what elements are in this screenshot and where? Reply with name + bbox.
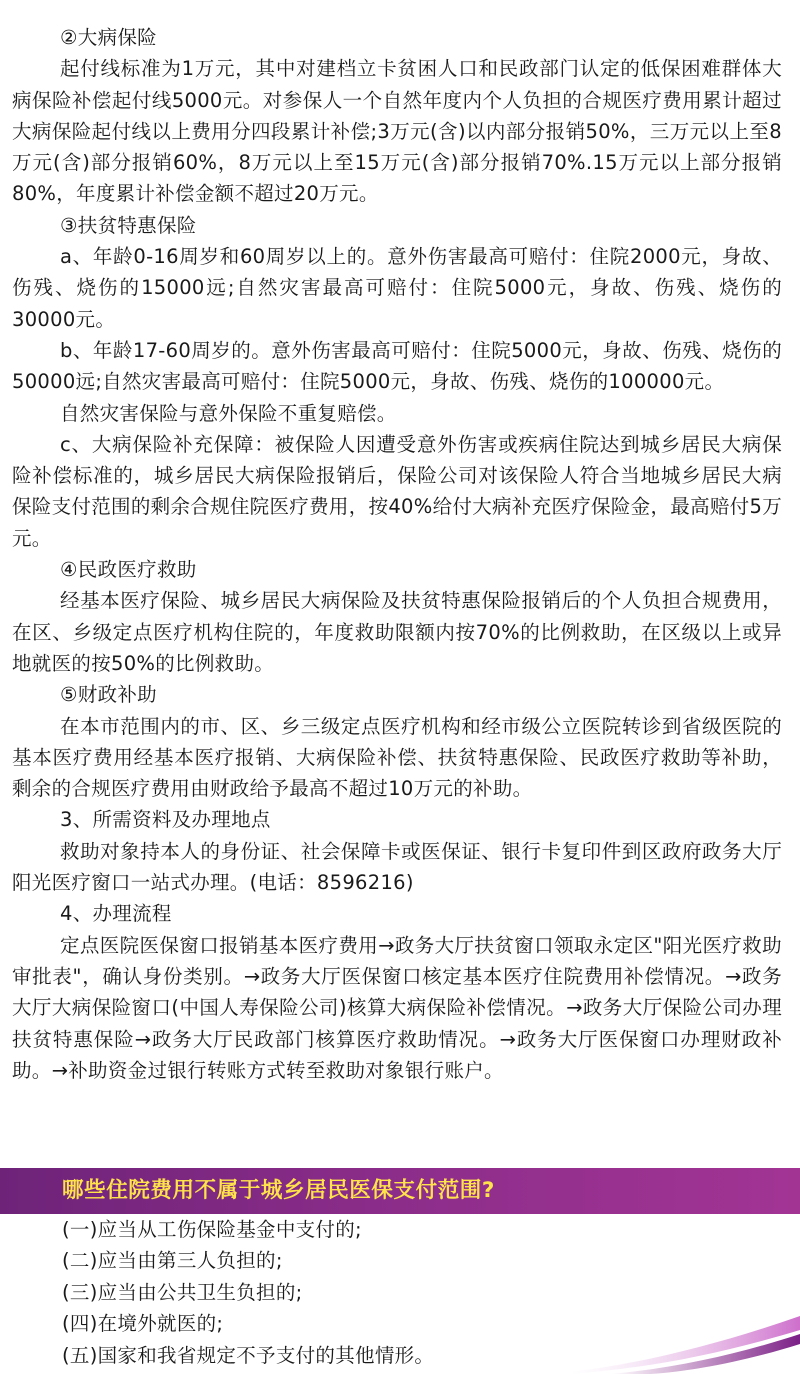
paragraph: 定点医院医保窗口报销基本医疗费用→政务大厅扶贫窗口领取永定区"阳光医疗救助审批表"，确认身份类别。→政务大厅医保窗口核定基本医疗住院费用补偿情况。→政务大厅大病保险窗口(中国人寿保险公司)核算大病保险补偿情况。→政务大厅保险公司办理扶贫特惠保险→政务大厅民政部门核算医疗救助情况。→政务大厅医保窗口办理财政补助。→补助资金过银行转账方式转至救助对象银行账户。: [12, 933, 782, 1082]
list-item: (一)应当从工伤保险基金中支付的;: [62, 1218, 362, 1241]
article-body: [12, 22, 782, 1086]
section-heading: ②大病保险: [60, 26, 157, 49]
paragraph: 自然灾害保险与意外保险不重复赔偿。: [60, 401, 397, 425]
paragraph: 经基本医疗保险、城乡居民大病保险及扶贫特惠保险报销后的个人负担合规费用，在区、乡级定点医疗机构住院的，年度救助限额内按70%的比例救助，在区级以上或异地就医的按50%的比例救助。: [12, 589, 782, 675]
paragraph: 在本市范围内的市、区、乡三级定点医疗机构和经市级公立医院转诊到省级医院的基本医疗费用经基本医疗报销、大病保险补偿、扶贫特惠保险、民政医疗救助等补助，剩余的合规医疗费用由财政给予最高不超过10万元的补助。: [12, 714, 782, 801]
section-heading: ④民政医疗救助: [60, 558, 197, 582]
decorative-swoosh: [570, 1304, 800, 1374]
section-heading: ③扶贫特惠保险: [60, 213, 197, 237]
paragraph: 救助对象持本人的身份证、社会保障卡或医保证、银行卡复印件到区政府政务大厅阳光医疗窗口一站式办理。(电话：8596216): [12, 839, 782, 895]
paragraph: a、年龄0-16周岁和60周岁以上的。意外伤害最高可赔付：住院2000元，身故、伤残、烧伤的15000远;自然灾害最高可赔付：住院5000元，身故、伤残、烧伤的30000元。: [12, 245, 782, 331]
list-item: (三)应当由公共卫生负担的;: [62, 1280, 303, 1304]
paragraph: b、年龄17-60周岁的。意外伤害最高可赔付：住院5000元，身故、伤残、烧伤的50000远;自然灾害最高可赔付：住院5000元，身故、伤残、烧伤的100000元。: [12, 338, 782, 394]
list-item: (五)国家和我省规定不予支付的其他情形。: [62, 1343, 435, 1367]
banner-title: 哪些住院费用不属于城乡居民医保支付范围?: [62, 1178, 495, 1203]
section-banner: [0, 1168, 800, 1214]
section-heading: 3、所需资料及办理地点: [60, 808, 271, 832]
paragraph: c、大病保险补充保障：被保险人因遭受意外伤害或疾病住院达到城乡居民大病保险补偿标准的，城乡居民大病保险报销后，保险公司对该保险人符合当地城乡居民大病保险支付范围的剩余合规住院医疗费用，按40%给付大病补充医疗保险金，最高赔付5万元。: [12, 432, 782, 550]
paragraph: 起付线标准为1万元，其中对建档立卡贫困人口和民政部门认定的低保困难群体大病保险补偿起付线5000元。对参保人一个自然年度内个人负担的合规医疗费用累计超过大病保险起付线以上费用分四段累计补偿;3万元(含)以内部分报销50%，三万元以上至8万元(含)部分报销60%，8万元以上至15万元(含)部分报销70%.15万元以上部分报销80%，年度累计补偿金额不超过20万元。: [12, 57, 782, 206]
list-item: (二)应当由第三人负担的;: [62, 1249, 283, 1273]
section-heading: ⑤财政补助: [60, 683, 157, 707]
section-heading: 4、办理流程: [60, 902, 172, 926]
list-item: (四)在境外就医的;: [62, 1312, 224, 1336]
